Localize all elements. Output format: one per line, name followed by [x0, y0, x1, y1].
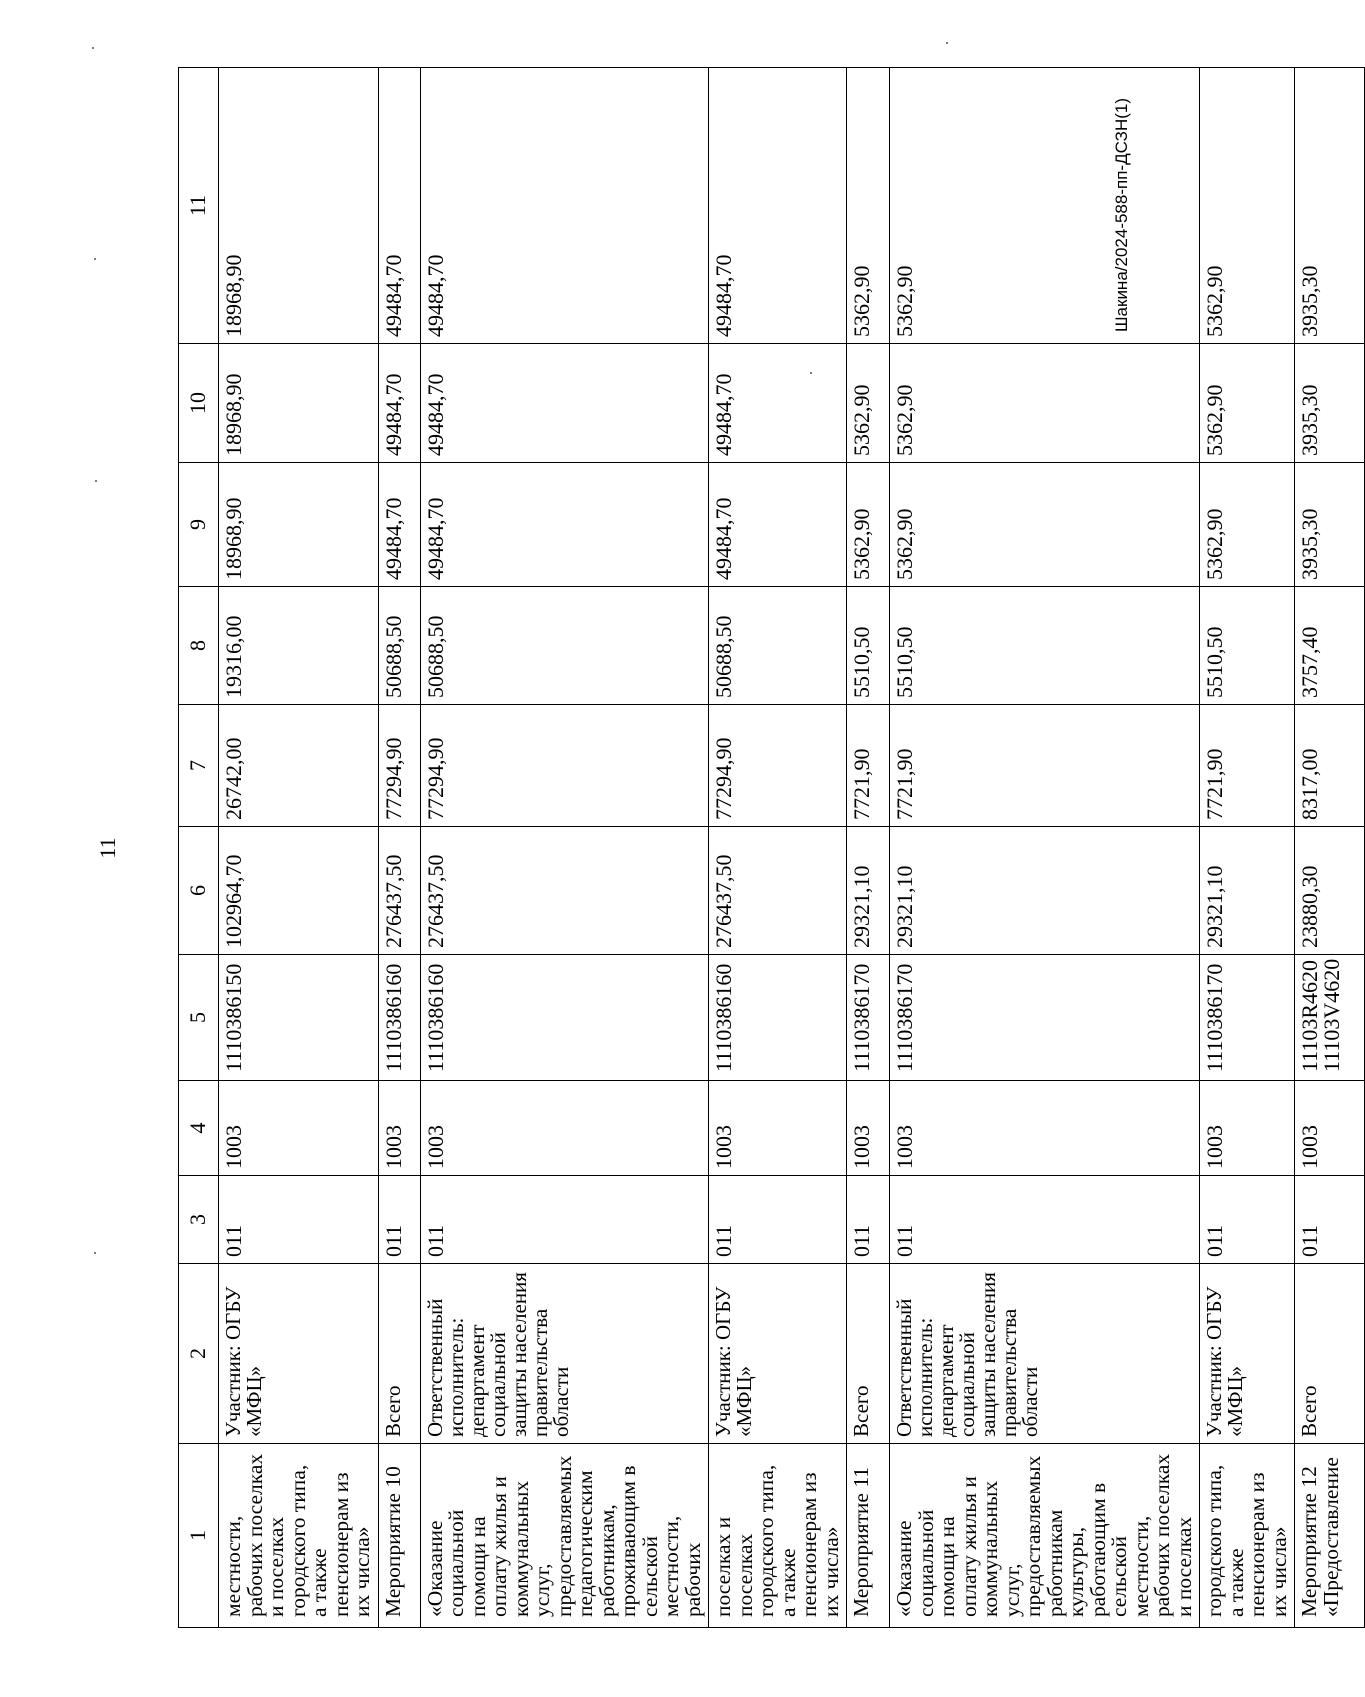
target-code-cell: 1110386160: [709, 955, 847, 1081]
amount-cell: 5362,90: [847, 463, 890, 587]
amount-cell: 7721,90: [1200, 705, 1295, 827]
scan-speck: [946, 42, 948, 44]
amount-cell: 49484,70: [378, 68, 420, 344]
gr-code-cell: 011: [847, 1176, 890, 1264]
amount-cell: 23880,30: [1295, 827, 1365, 955]
header-cell: 11: [179, 68, 219, 344]
table-row: [1200, 68, 1295, 1628]
amount-cell: 26742,00: [219, 705, 379, 827]
table-row: [709, 68, 847, 1628]
amount-cell: 18968,90: [219, 68, 379, 344]
gr-code-cell: 011: [219, 1176, 379, 1264]
header-cell: 2: [179, 1264, 219, 1444]
section-code-cell: 1003: [420, 1081, 709, 1176]
amount-cell: 3935,30: [1295, 344, 1365, 463]
amount-cell: 50688,50: [709, 587, 847, 705]
section-code-cell: 1003: [847, 1081, 890, 1176]
gr-code-cell: 011: [378, 1176, 420, 1264]
measure-cell: Мероприятие 10: [378, 1444, 420, 1628]
amount-cell: 5510,50: [890, 587, 1200, 705]
amount-cell: 5510,50: [847, 587, 890, 705]
section-code-cell: 1003: [219, 1081, 379, 1176]
target-code-cell: 11103R4620 11103V4620: [1295, 955, 1365, 1081]
measure-cell: «Оказание социальной помощи на оплату жилья и коммунальных услуг, предоставляемых работникам культуры, работающим в сельской местности, рабочих поселках и поселках: [890, 1444, 1200, 1628]
section-code-cell: 1003: [709, 1081, 847, 1176]
measure-cell: Мероприятие 11: [847, 1444, 890, 1628]
measure-cell: «Оказание социальной помощи на оплату жилья и коммунальных услуг, предоставляемых педагогическим работникам, проживающим в сельской местности, рабочих: [420, 1444, 709, 1628]
executor-cell: Участник: ОГБУ «МФЦ»: [219, 1264, 379, 1444]
amount-cell: 5362,90: [890, 344, 1200, 463]
header-cell: 8: [179, 587, 219, 705]
gr-code-cell: 011: [1295, 1176, 1365, 1264]
scan-speck: [92, 47, 94, 49]
target-code-cell: 1110386170: [847, 955, 890, 1081]
amount-cell: 49484,70: [420, 344, 709, 463]
table-row: [1295, 68, 1365, 1628]
gr-code-cell: 011: [890, 1176, 1200, 1264]
budget-table: [178, 67, 1365, 1628]
target-code-cell: 1110386170: [890, 955, 1200, 1081]
amount-cell: 3757,40: [1295, 587, 1365, 705]
header-cell: 1: [179, 1444, 219, 1628]
amount-cell: 102964,70: [219, 827, 379, 955]
executor-cell: Всего: [1295, 1264, 1365, 1444]
scan-speck: [95, 480, 97, 482]
gr-code-cell: 011: [420, 1176, 709, 1264]
amount-cell: 49484,70: [378, 463, 420, 587]
amount-cell: 8317,00: [1295, 705, 1365, 827]
amount-cell: 49484,70: [709, 463, 847, 587]
header-cell: 3: [179, 1176, 219, 1264]
scan-speck: [94, 1252, 96, 1254]
amount-cell: 49484,70: [378, 344, 420, 463]
executor-cell: Всего: [847, 1264, 890, 1444]
executor-cell: Всего: [378, 1264, 420, 1444]
amount-cell: 19316,00: [219, 587, 379, 705]
amount-cell: 7721,90: [847, 705, 890, 827]
table-row: [219, 68, 379, 1628]
amount-cell: 29321,10: [1200, 827, 1295, 955]
amount-cell: 77294,90: [420, 705, 709, 827]
header-row: [179, 68, 219, 1628]
amount-cell: 18968,90: [219, 463, 379, 587]
amount-cell: 49484,70: [709, 68, 847, 344]
table-row: [378, 68, 420, 1628]
measure-cell: Мероприятие 12 «Предоставление: [1295, 1444, 1365, 1628]
amount-cell: 5362,90: [847, 68, 890, 344]
measure-cell: городского типа, а также пенсионерам из их числа»: [1200, 1444, 1295, 1628]
section-code-cell: 1003: [890, 1081, 1200, 1176]
table-row: [420, 68, 709, 1628]
amount-cell: 49484,70: [420, 68, 709, 344]
target-code-cell: 1110386150: [219, 955, 379, 1081]
gr-code-cell: 011: [709, 1176, 847, 1264]
amount-cell: 49484,70: [420, 463, 709, 587]
amount-cell: 7721,90: [890, 705, 1200, 827]
amount-cell: 50688,50: [420, 587, 709, 705]
header-cell: 5: [179, 955, 219, 1081]
amount-cell: 5362,90: [847, 344, 890, 463]
amount-cell: 5362,90: [1200, 463, 1295, 587]
gr-code-cell: 011: [1200, 1176, 1295, 1264]
header-cell: 6: [179, 827, 219, 955]
executor-cell: Участник: ОГБУ «МФЦ»: [1200, 1264, 1295, 1444]
header-cell: 10: [179, 344, 219, 463]
header-cell: 9: [179, 463, 219, 587]
target-code-cell: 1110386160: [378, 955, 420, 1081]
amount-cell: 50688,50: [378, 587, 420, 705]
section-code-cell: 1003: [378, 1081, 420, 1176]
header-cell: 7: [179, 705, 219, 827]
amount-cell: 77294,90: [709, 705, 847, 827]
target-code-cell: 1110386160: [420, 955, 709, 1081]
page-number: 11: [95, 837, 120, 859]
executor-cell: Участник: ОГБУ «МФЦ»: [709, 1264, 847, 1444]
table-row: [847, 68, 890, 1628]
amount-cell: 276437,50: [378, 827, 420, 955]
measure-cell: поселках и поселках городского типа, а также пенсионерам из их числа»: [709, 1444, 847, 1628]
amount-cell: 29321,10: [847, 827, 890, 955]
amount-cell: 29321,10: [890, 827, 1200, 955]
amount-cell: 49484,70: [709, 344, 847, 463]
amount-cell: 3935,30: [1295, 68, 1365, 344]
target-code-cell: 1110386170: [1200, 955, 1295, 1081]
executor-cell: Ответственный исполнитель: департамент социальной защиты населения правительства области: [420, 1264, 709, 1444]
amount-cell: 5362,90: [1200, 344, 1295, 463]
scan-speck: [94, 258, 96, 260]
amount-cell: 5362,90: [1200, 68, 1295, 344]
amount-cell: 5362,90: [890, 463, 1200, 587]
amount-cell: 3935,30: [1295, 463, 1365, 587]
section-code-cell: 1003: [1200, 1081, 1295, 1176]
amount-cell: 5510,50: [1200, 587, 1295, 705]
executor-cell: Ответственный исполнитель: департамент социальной защиты населения правительства области: [890, 1264, 1200, 1444]
measure-cell: местности, рабочих поселках и поселках городского типа, а также пенсионерам из их числа»: [219, 1444, 379, 1628]
amount-cell: 5362,90: [890, 68, 1200, 344]
table-row: [890, 68, 1200, 1628]
document-code: Шакина/2024-588-пп-ДСЗН(1): [1112, 97, 1131, 333]
section-code-cell: 1003: [1295, 1081, 1365, 1176]
amount-cell: 77294,90: [378, 705, 420, 827]
amount-cell: 18968,90: [219, 344, 379, 463]
header-cell: 4: [179, 1081, 219, 1176]
amount-cell: 276437,50: [709, 827, 847, 955]
amount-cell: 276437,50: [420, 827, 709, 955]
